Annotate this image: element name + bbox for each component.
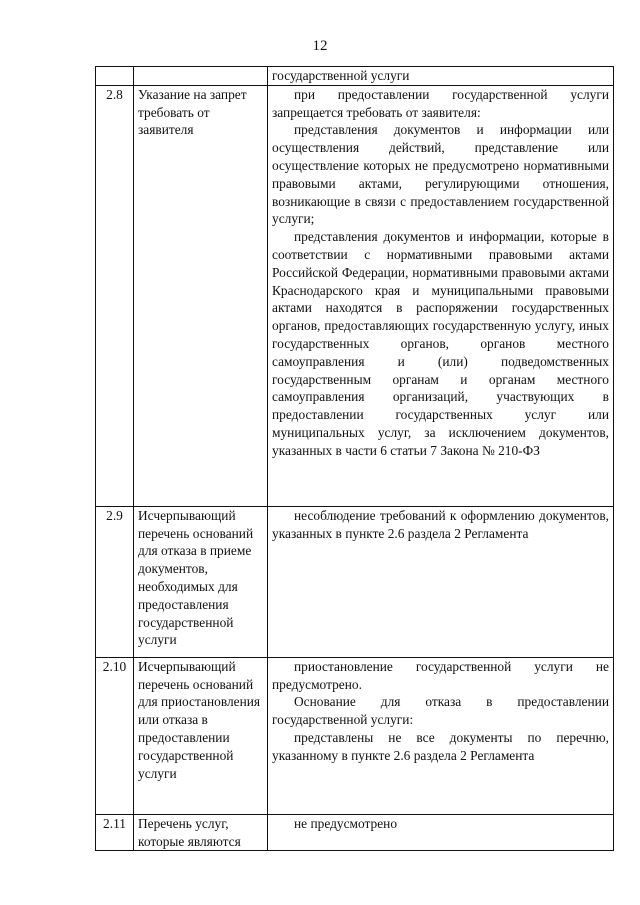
row-number: 2.11 bbox=[96, 814, 134, 851]
paragraph: представления документов и информации, которые в соответствии с нормативными правовыми актами Российской Федерации, нормативными правовыми актами Краснодарского края и муниципальными правовыми актами находятся в распоряжении государственных органов, предоставляющих государственную услугу, иных государственных органов, органов местного самоуправления и (или) подведомственных государственным органам и органам местного самоуправления организаций, участвующих в предоставлении государственных услуг или муниципальных услуг, за исключением документов, указанных в части 6 статьи 7 Закона № 210-ФЗ bbox=[272, 229, 609, 458]
row-name: Исчерпывающий перечень оснований для приостановления или отказа в предоставлении государственной услуги bbox=[134, 657, 268, 814]
row-name: Перечень услуг, которые являются bbox=[134, 814, 268, 851]
table-row-2-8 bbox=[96, 85, 614, 506]
table-row-2-10 bbox=[96, 657, 614, 814]
paragraph: государственной услуги bbox=[272, 68, 410, 83]
table-row-2-11 bbox=[96, 814, 614, 851]
paragraph: не предусмотрено bbox=[294, 815, 398, 831]
row-description bbox=[268, 814, 614, 851]
row-description bbox=[268, 506, 614, 657]
row-number: 2.8 bbox=[96, 85, 134, 506]
row-description bbox=[268, 67, 614, 86]
row-description bbox=[268, 657, 614, 814]
row-number bbox=[96, 67, 134, 86]
row-name: Указание на запрет требовать от заявителя bbox=[134, 85, 268, 506]
row-name: Исчерпывающий перечень оснований для отказа в приеме документов, необходимых для предоставления государственной услуги bbox=[134, 506, 268, 657]
paragraph: приостановление государственной услуги не предусмотрено. bbox=[272, 658, 609, 692]
row-number: 2.10 bbox=[96, 657, 134, 814]
page-number: 12 bbox=[312, 38, 328, 54]
table-row-continuation bbox=[96, 67, 614, 86]
paragraph: при предоставлении государственной услуги запрещается требовать от заявителя: bbox=[272, 86, 609, 120]
paragraph: представления документов и информации или осуществления действий, представление или осуществление которых не предусмотрено нормативными правовыми актами, регулирующими отношения, возникающие в связи с предоставлением государственной услуги; bbox=[272, 122, 609, 227]
paragraph: несоблюдение требований к оформлению документов, указанных в пункте 2.6 раздела 2 Регламента bbox=[272, 507, 609, 541]
paragraph: Основание для отказа в предоставлении государственной услуги: bbox=[272, 694, 609, 728]
row-name bbox=[134, 67, 268, 86]
row-number: 2.9 bbox=[96, 506, 134, 657]
row-description bbox=[268, 85, 614, 506]
paragraph: представлены не все документы по перечню, указанному в пункте 2.6 раздела 2 Регламента bbox=[272, 729, 609, 763]
table-row-2-9 bbox=[96, 506, 614, 657]
regulation-table bbox=[95, 66, 614, 851]
